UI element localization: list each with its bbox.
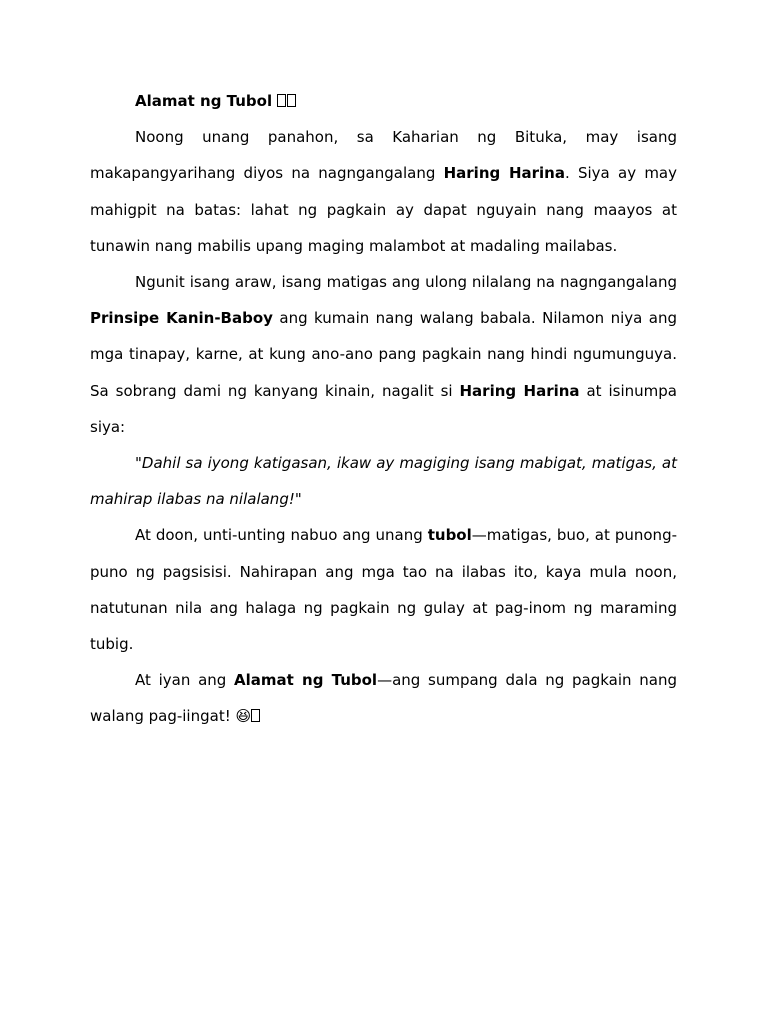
title-text: Alamat ng Tubol xyxy=(135,92,273,110)
missing-glyph-icon xyxy=(287,94,296,107)
quote-close: " xyxy=(294,490,302,509)
name-haring-harina: Haring Harina xyxy=(459,381,580,400)
paragraph-5-text-2: —ang sumpang dala ng pagkain nang walang pag-iingat! xyxy=(90,671,677,726)
quote-text: Dahil sa iyong katigasan, ikaw ay magiging isang mabigat, matigas, at mahirap ilabas na nilalang! xyxy=(90,454,677,509)
paragraph-4-text-2: —matigas, buo, at punong-puno ng pagsisisi. Nahirapan ang mga tao na ilabas ito, kaya mula noon, natutunan nila ang halaga ng pagkain ng gulay at pag-inom ng maraming tubig. xyxy=(90,526,677,654)
title-reference: Alamat ng Tubol xyxy=(234,671,378,690)
missing-glyph-icon xyxy=(277,94,286,107)
paragraph-1-text-1: Noong unang panahon, sa Kaharian ng Bituka, may isang makapangyarihang diyos na nagngangalang xyxy=(90,128,677,183)
paragraph-5 xyxy=(90,662,677,734)
paragraph-2-text-1: Ngunit isang araw, isang matigas ang ulong nilalang na nagngangalang xyxy=(135,273,677,292)
name-prinsipe-kanin-baboy: Prinsipe Kanin-Baboy xyxy=(90,309,273,328)
quote-open: " xyxy=(135,454,142,473)
missing-glyph-icon xyxy=(251,709,260,722)
document-title xyxy=(90,83,677,119)
paragraph-2-text-2: ang kumain nang walang babala. Nilamon niya ang mga tinapay, karne, at kung ano-ano pang pagkain nang hindi ngumunguya. Sa sobrang dami ng kanyang kinain, nagalit si xyxy=(90,309,677,400)
paragraph-5-text-1: At iyan ang xyxy=(135,671,235,690)
paragraph-4-text-1: At doon, unti-unting nabuo ang unang xyxy=(135,526,428,545)
paragraph-2 xyxy=(90,264,677,445)
paragraph-1-text-2: . Siya ay may mahigpit na batas: lahat ng pagkain ay dapat nguyain nang maayos at tunawin nang mabilis upang maging malambot at madaling mailabas. xyxy=(90,164,677,255)
paragraph-2-text-3: at isinumpa siya: xyxy=(90,381,677,436)
laughing-face-icon: 😆 xyxy=(235,707,252,726)
name-haring-harina: Haring Harina xyxy=(443,164,565,183)
word-tubol: tubol xyxy=(427,526,472,545)
paragraph-1 xyxy=(90,119,677,264)
curse-quote xyxy=(90,445,677,517)
paragraph-4 xyxy=(90,517,677,662)
document-body xyxy=(90,83,677,735)
